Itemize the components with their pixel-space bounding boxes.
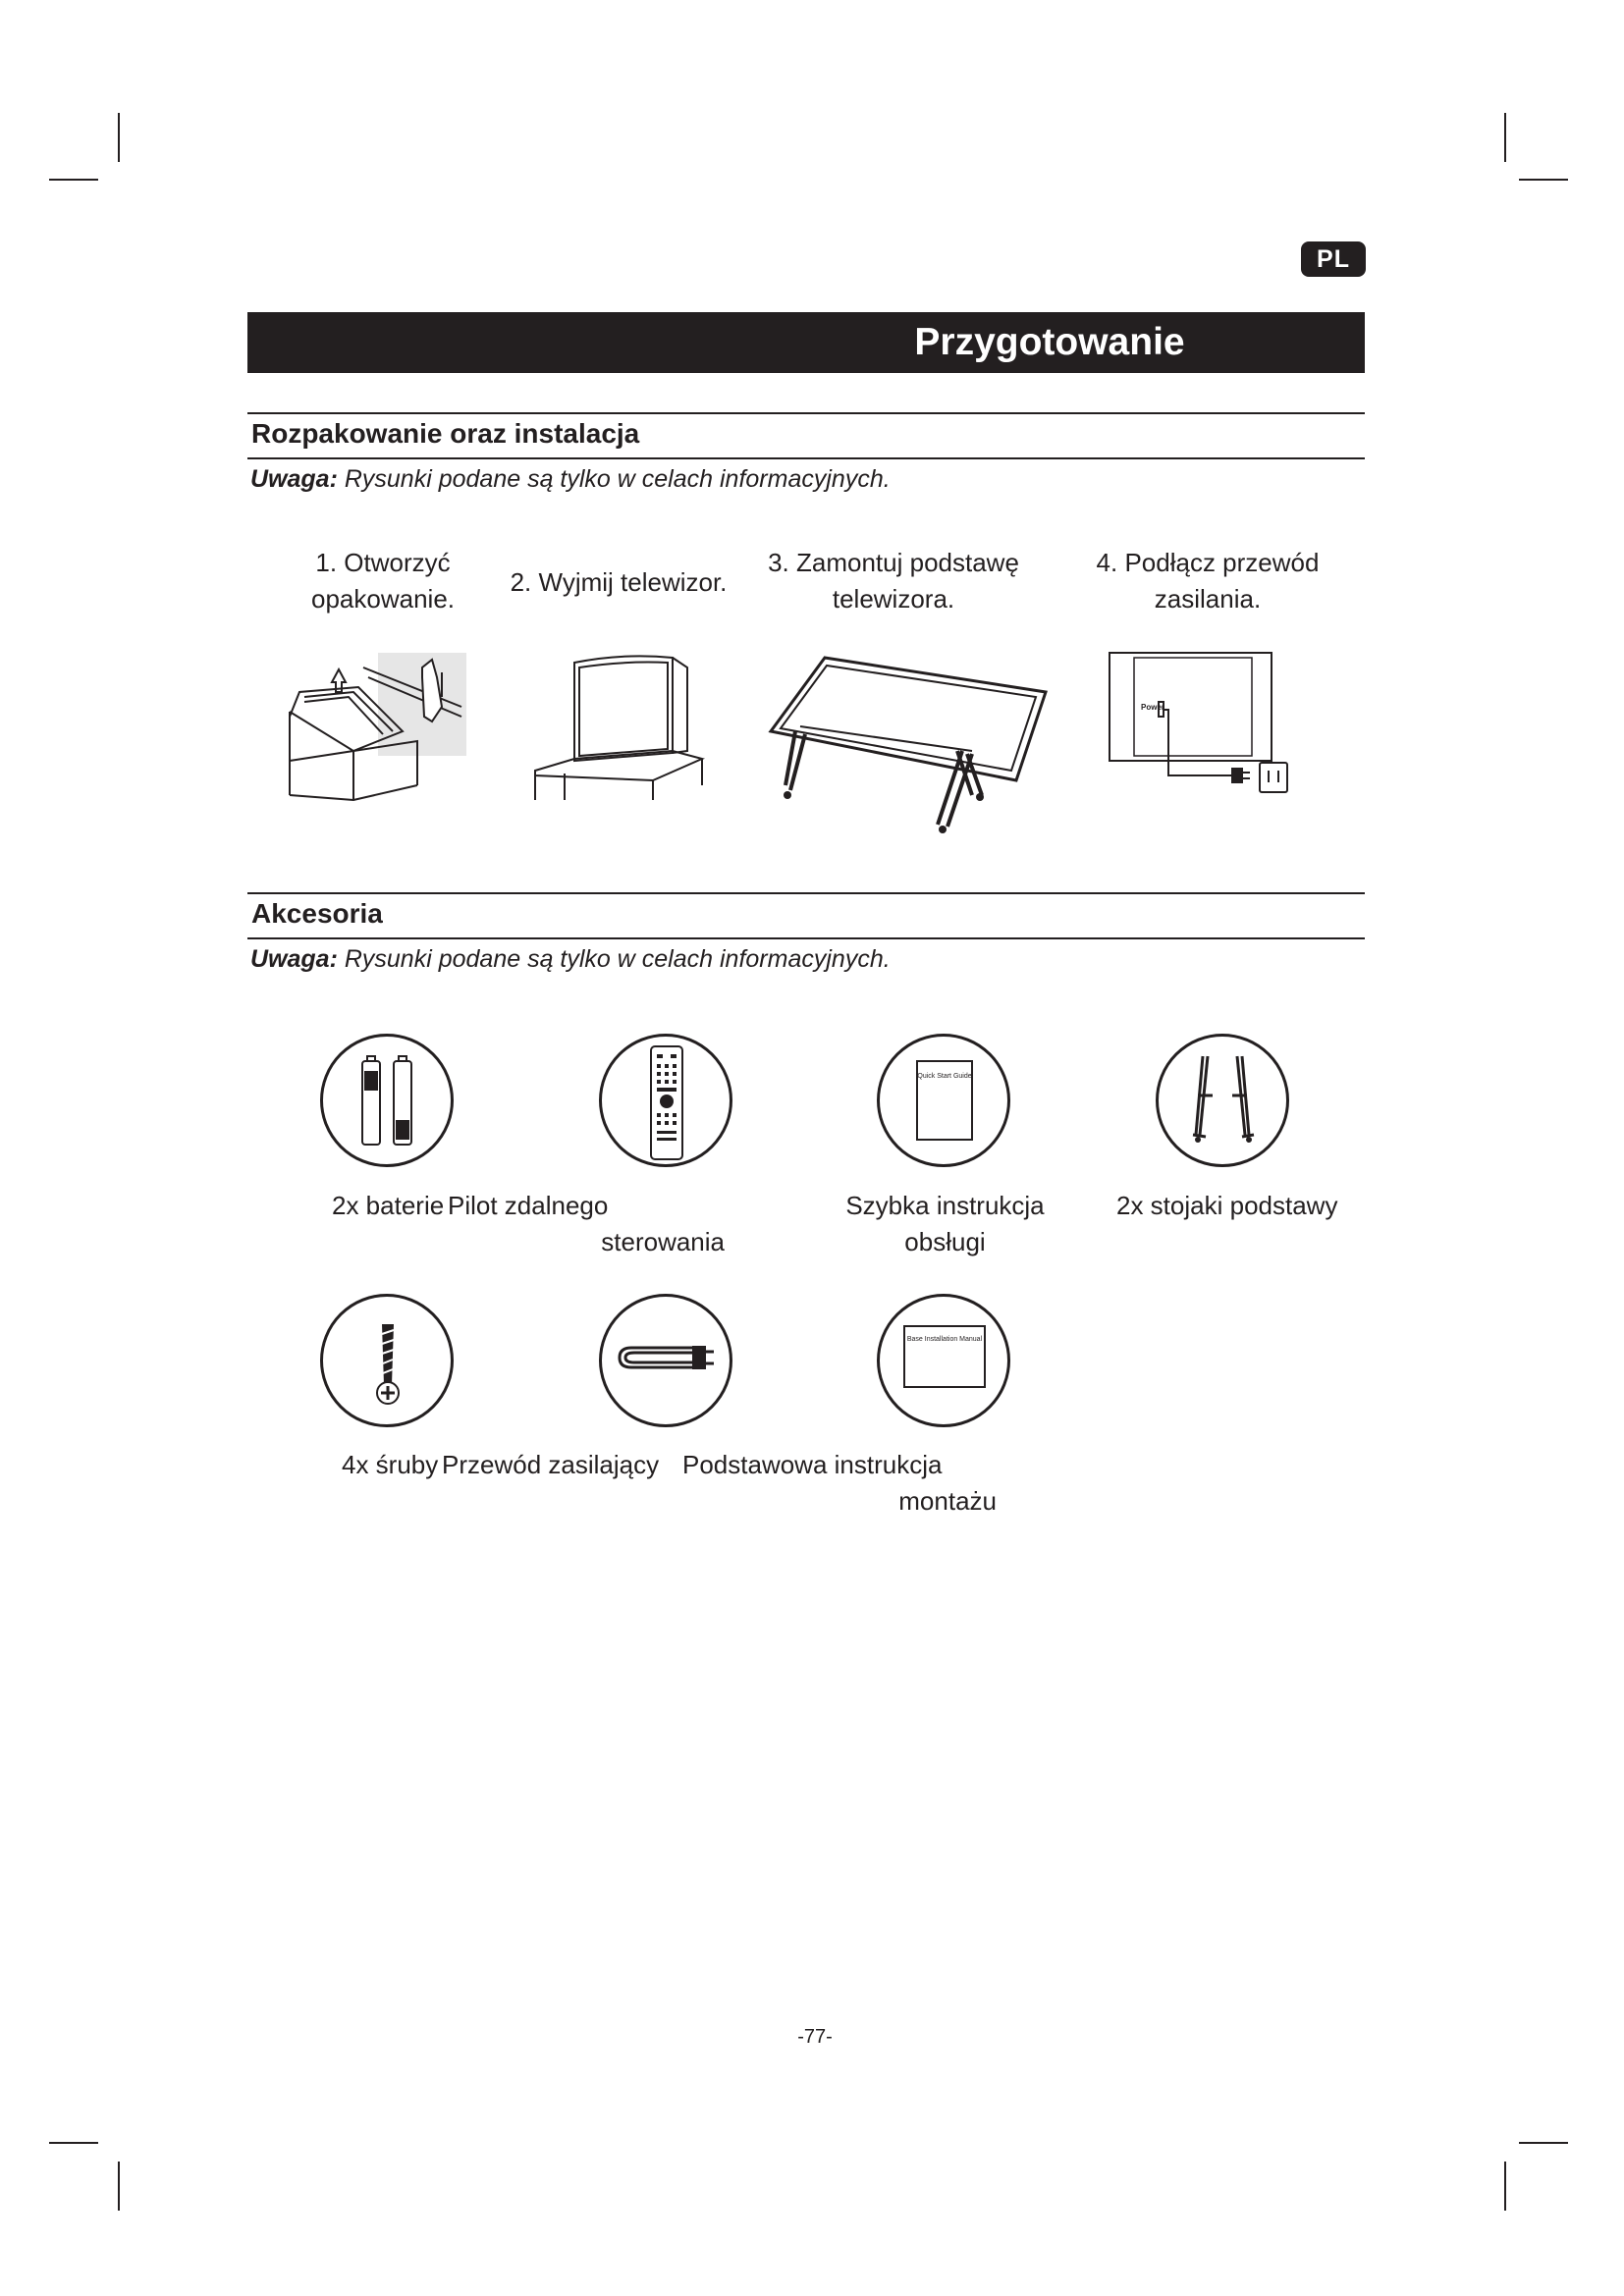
remote-control-icon: [599, 1034, 732, 1167]
crop-mark: [1504, 113, 1506, 162]
base-manual-cover-text: Base Installation Manual: [906, 1336, 983, 1343]
language-badge: PL: [1301, 241, 1366, 277]
accessories-note: [250, 945, 891, 974]
step-3-label: 3. Zamontuj podstawę telewizora.: [768, 548, 1019, 614]
quick-start-guide-icon: [877, 1034, 1010, 1167]
accessory-label-quick-guide: Szybka instrukcja obsługi: [845, 1191, 1045, 1256]
quick-start-guide-cover-text: Quick Start Guide: [917, 1073, 972, 1080]
crop-mark: [1504, 2162, 1506, 2211]
stand-legs-icon: [1156, 1034, 1289, 1167]
accessory-label-base-manual: Podstawowa instrukcja montażu: [682, 1450, 997, 1516]
note-label: Uwaga:: [250, 945, 338, 973]
accessory-label-remote: Pilot zdalnego sterowania: [448, 1191, 725, 1256]
crop-mark: [118, 113, 120, 162]
note-text: Rysunki podane są tylko w celach informacyjnych.: [337, 945, 891, 973]
accessory-label-stands: 2x stojaki podstawy: [1116, 1191, 1338, 1220]
unpacking-note: [250, 465, 891, 494]
accessory-label-power-cord: Przewód zasilający: [442, 1450, 660, 1479]
open-box-illustration: [285, 648, 471, 805]
power-cord-icon: [599, 1294, 732, 1427]
page-title: Przygotowanie: [914, 321, 1185, 363]
note-text: Rysunki podane są tylko w celach informacyjnych.: [337, 465, 891, 493]
base-installation-manual-icon: [877, 1294, 1010, 1427]
step-2-label: 2. Wyjmij telewizor.: [510, 567, 728, 597]
accessory-label-screws: 4x śruby: [342, 1450, 439, 1479]
note-label: Uwaga:: [250, 465, 338, 493]
connect-power-illustration: [1105, 643, 1326, 810]
step-4-label: 4. Podłącz przewód zasilania.: [1096, 548, 1320, 614]
crop-mark: [118, 2162, 120, 2211]
page-number: -77-: [797, 2026, 833, 2048]
power-label: Power: [1141, 703, 1165, 712]
accessories-section-heading: [247, 892, 1365, 939]
step-1-label: 1. Otworzyć opakowanie.: [311, 548, 455, 614]
mount-stand-illustration: [766, 648, 1051, 834]
crop-mark: [49, 2142, 98, 2144]
unpacking-heading-text: Rozpakowanie oraz instalacja: [251, 418, 640, 449]
screws-icon: [320, 1294, 454, 1427]
page-title-bar: [247, 312, 1365, 373]
crop-mark: [1519, 2142, 1568, 2144]
unpacking-section-heading: [247, 412, 1365, 459]
accessories-heading-text: Akcesoria: [251, 898, 383, 929]
accessory-label-batteries: 2x baterie: [332, 1191, 445, 1220]
crop-mark: [49, 179, 98, 181]
crop-mark: [1519, 179, 1568, 181]
remove-tv-illustration: [525, 643, 712, 810]
batteries-icon: [320, 1034, 454, 1167]
